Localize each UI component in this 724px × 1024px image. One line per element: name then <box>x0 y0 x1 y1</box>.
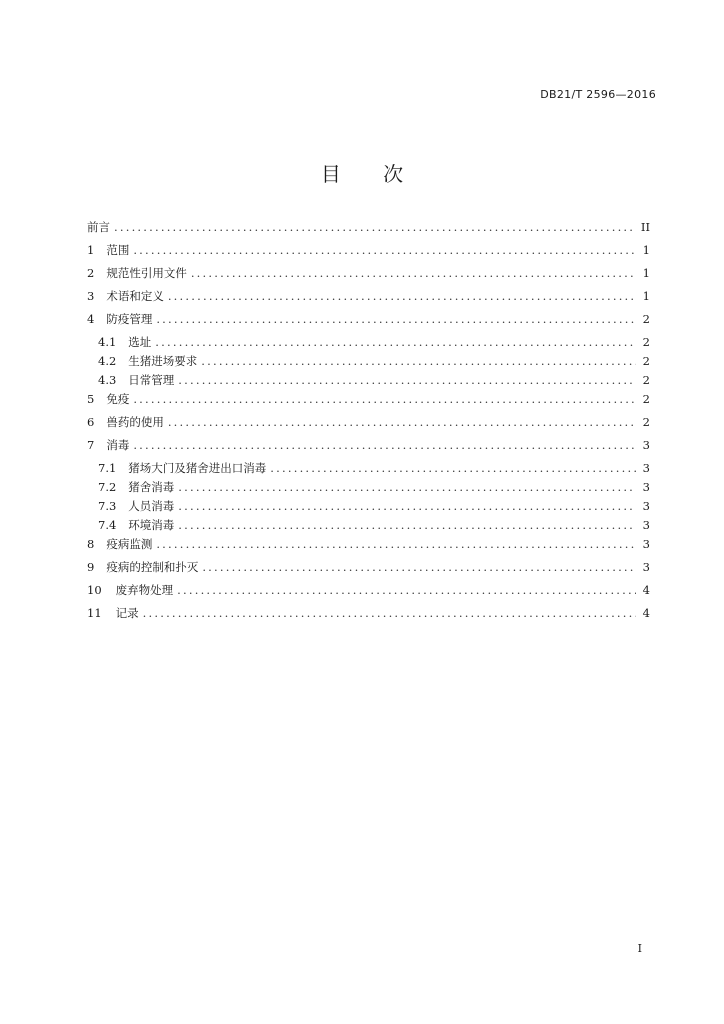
toc-entry-page: 1 <box>642 266 650 280</box>
toc-leader-dots <box>168 289 636 303</box>
toc-entry-number: 7 <box>87 438 95 452</box>
toc-entry-page: 4 <box>642 606 650 620</box>
toc-entry-page: 2 <box>642 392 650 406</box>
toc-entry-number: 4.3 <box>98 373 117 387</box>
toc-entry[interactable] <box>87 372 650 391</box>
toc-entry[interactable] <box>87 460 650 479</box>
toc-leader-dots <box>133 243 636 257</box>
toc-leader-dots <box>270 461 636 475</box>
toc-entry-label: 术语和定义 <box>106 289 164 303</box>
toc-entry-label: 消毒 <box>106 438 130 452</box>
toc-entry-page: 2 <box>642 415 650 429</box>
toc-entry-label: 猪舍消毒 <box>128 480 175 494</box>
toc-entry-page: 3 <box>642 560 650 574</box>
toc-entry-label: 防疫管理 <box>106 312 153 326</box>
toc-entry[interactable] <box>87 334 650 353</box>
toc-entry-label: 范围 <box>106 243 130 257</box>
toc-entry[interactable] <box>87 311 650 334</box>
toc-entry[interactable] <box>87 414 650 437</box>
toc-entry-label: 人员消毒 <box>128 499 175 513</box>
toc-entry-number: 11 <box>87 606 102 620</box>
toc-entry-page: 2 <box>642 354 650 368</box>
toc-entry[interactable] <box>87 559 650 582</box>
toc-entry-number: 10 <box>87 583 102 597</box>
toc-entry[interactable] <box>87 605 650 628</box>
toc-leader-dots <box>177 583 636 597</box>
toc-entry-number: 2 <box>87 266 95 280</box>
toc-entry-number: 7.3 <box>98 499 117 513</box>
toc-entry[interactable] <box>87 536 650 559</box>
toc-entry-page: 1 <box>642 289 650 303</box>
table-of-contents <box>87 219 650 628</box>
toc-entry-number: 4 <box>87 312 95 326</box>
toc-entry-number: 1 <box>87 243 95 257</box>
toc-entry[interactable] <box>87 219 650 242</box>
toc-entry[interactable] <box>87 353 650 372</box>
toc-entry-number: 7.2 <box>98 480 117 494</box>
toc-entry[interactable] <box>87 242 650 265</box>
toc-leader-dots <box>133 392 636 406</box>
toc-entry-number: 4.2 <box>98 354 117 368</box>
toc-leader-dots <box>168 415 636 429</box>
toc-entry-page: 2 <box>642 335 650 349</box>
toc-entry-page: 2 <box>642 312 650 326</box>
toc-entry-label: 选址 <box>128 335 152 349</box>
page-number: I <box>637 942 642 955</box>
toc-entry-label: 前言 <box>87 220 110 234</box>
toc-entry[interactable] <box>87 498 650 517</box>
toc-entry-number: 5 <box>87 392 95 406</box>
toc-entry[interactable] <box>87 288 650 311</box>
toc-entry-number: 6 <box>87 415 95 429</box>
toc-entry-number: 9 <box>87 560 95 574</box>
toc-entry-label: 疫病的控制和扑灭 <box>106 560 199 574</box>
toc-entry-page: 1 <box>642 243 650 257</box>
toc-entry-page: 3 <box>642 461 650 475</box>
toc-entry-number: 7.4 <box>98 518 117 532</box>
toc-entry[interactable] <box>87 391 650 414</box>
toc-entry-page: 3 <box>642 518 650 532</box>
toc-entry-number: 8 <box>87 537 95 551</box>
toc-leader-dots <box>143 606 636 620</box>
toc-entry[interactable] <box>87 517 650 536</box>
toc-leader-dots <box>155 335 636 349</box>
toc-entry-label: 规范性引用文件 <box>106 266 187 280</box>
toc-leader-dots <box>156 537 636 551</box>
toc-entry-label: 记录 <box>115 606 139 620</box>
toc-leader-dots <box>178 499 636 513</box>
document-code: DB21/T 2596—2016 <box>540 88 656 101</box>
toc-entry-label: 日常管理 <box>128 373 175 387</box>
toc-entry-page: 4 <box>642 583 650 597</box>
toc-leader-dots <box>201 354 636 368</box>
toc-entry-page: 2 <box>642 373 650 387</box>
page-title: 目 次 <box>320 162 422 186</box>
toc-entry[interactable] <box>87 479 650 498</box>
toc-entry-page: 3 <box>642 537 650 551</box>
toc-entry-page: II <box>640 220 650 234</box>
toc-leader-dots <box>156 312 636 326</box>
toc-entry-label: 环境消毒 <box>128 518 175 532</box>
toc-entry-label: 废弃物处理 <box>115 583 174 597</box>
toc-entry[interactable] <box>87 582 650 605</box>
toc-entry-label: 免疫 <box>106 392 130 406</box>
toc-entry-label: 兽药的使用 <box>106 415 164 429</box>
toc-entry-number: 4.1 <box>98 335 117 349</box>
toc-leader-dots <box>202 560 636 574</box>
toc-leader-dots <box>133 438 636 452</box>
toc-leader-dots <box>191 266 636 280</box>
toc-entry-page: 3 <box>642 499 650 513</box>
toc-leader-dots <box>178 480 636 494</box>
toc-leader-dots <box>114 220 636 234</box>
toc-entry-page: 3 <box>642 438 650 452</box>
toc-entry-label: 疫病监测 <box>106 537 153 551</box>
toc-entry-label: 生猪进场要求 <box>128 354 198 368</box>
toc-entry-page: 3 <box>642 480 650 494</box>
toc-entry[interactable] <box>87 265 650 288</box>
toc-leader-dots <box>178 373 636 387</box>
toc-entry-number: 3 <box>87 289 95 303</box>
toc-entry[interactable] <box>87 437 650 460</box>
toc-entry-number: 7.1 <box>98 461 117 475</box>
toc-leader-dots <box>178 518 636 532</box>
toc-entry-label: 猪场大门及猪舍进出口消毒 <box>128 461 267 475</box>
